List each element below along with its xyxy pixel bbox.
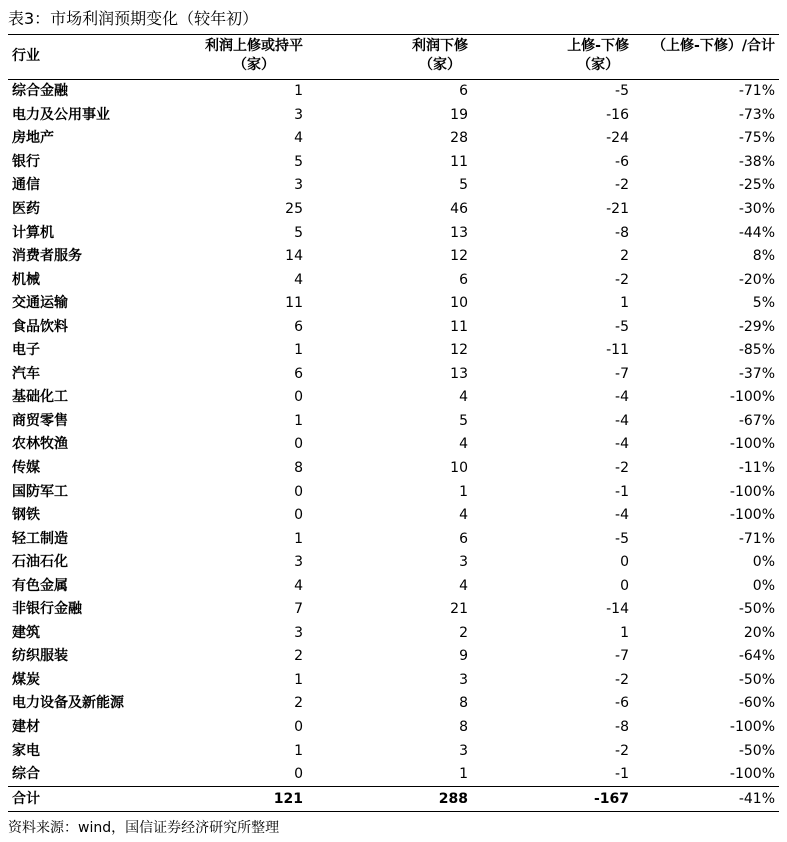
up-or-hold-cell: 3 — [294, 106, 303, 123]
down-cell: 21 — [450, 601, 468, 618]
ratio-cell: -38% — [738, 153, 775, 170]
table-row — [8, 622, 779, 646]
industry-cell: 消费者服务 — [12, 248, 82, 265]
net-cell: -2 — [615, 460, 629, 477]
table-row — [8, 174, 779, 198]
ratio-cell: -75% — [738, 130, 775, 147]
profit-revision-table — [8, 34, 779, 812]
net-cell: -2 — [615, 177, 629, 194]
down-cell: 46 — [450, 201, 468, 217]
down-cell: 4 — [459, 436, 468, 453]
net-cell: -4 — [615, 389, 629, 406]
down-cell: 13 — [450, 365, 468, 382]
header-net-unit: （家） — [577, 57, 620, 73]
up-or-hold-cell: 0 — [294, 389, 303, 406]
ratio-cell: -60% — [738, 695, 775, 712]
net-cell: 1 — [620, 295, 629, 312]
down-cell: 12 — [450, 342, 468, 359]
ratio-cell: 20% — [743, 624, 775, 641]
net-cell: -2 — [615, 271, 629, 288]
industry-cell: 农林牧渔 — [12, 436, 68, 453]
industry-cell: 通信 — [12, 177, 40, 194]
industry-cell: 家电 — [12, 742, 40, 759]
net-cell: -1 — [615, 766, 629, 783]
header-net — [472, 35, 633, 80]
industry-cell: 国防军工 — [12, 483, 68, 500]
up-or-hold-cell: 7 — [294, 601, 303, 618]
ratio-cell: -50% — [738, 601, 775, 618]
down-cell: 8 — [459, 695, 468, 712]
table-row — [8, 151, 779, 175]
up-or-hold-cell: 5 — [294, 224, 303, 241]
down-cell: 1 — [459, 766, 468, 783]
ratio-cell: -85% — [738, 342, 775, 359]
industry-cell: 机械 — [12, 271, 40, 288]
up-or-hold-cell: 0 — [294, 483, 303, 500]
down-cell: 6 — [459, 271, 468, 288]
net-cell: -2 — [615, 671, 629, 688]
total-net-cell: -167 — [472, 787, 633, 812]
ratio-cell: -37% — [738, 365, 775, 382]
industry-cell: 建筑 — [12, 624, 40, 641]
ratio-cell: -100% — [729, 436, 775, 453]
industry-cell: 电子 — [12, 342, 40, 359]
ratio-cell: -44% — [738, 224, 775, 241]
net-cell: -14 — [606, 601, 629, 618]
total-row — [8, 787, 779, 812]
up-or-hold-cell: 1 — [294, 342, 303, 359]
table-row — [8, 221, 779, 245]
table-row — [8, 363, 779, 387]
net-cell: -6 — [615, 695, 629, 712]
header-ratio: （上修-下修）/合计 — [633, 35, 779, 80]
industry-cell: 石油石化 — [12, 554, 68, 571]
down-cell: 11 — [450, 318, 468, 335]
net-cell: -7 — [615, 365, 629, 382]
ratio-cell: -71% — [738, 83, 775, 100]
ratio-cell: -73% — [738, 106, 775, 123]
table-row — [8, 763, 779, 787]
industry-cell: 汽车 — [12, 365, 40, 382]
table-row — [8, 339, 779, 363]
industry-cell: 综合 — [12, 766, 40, 783]
up-or-hold-cell: 2 — [294, 648, 303, 665]
net-cell: -8 — [615, 719, 629, 736]
industry-cell: 房地产 — [12, 130, 54, 147]
down-cell: 3 — [459, 671, 468, 688]
ratio-cell: -11% — [738, 460, 775, 477]
down-cell: 12 — [450, 248, 468, 265]
up-or-hold-cell: 1 — [294, 83, 303, 100]
net-cell: -5 — [615, 318, 629, 335]
down-cell: 2 — [459, 624, 468, 641]
ratio-cell: -30% — [738, 201, 775, 217]
industry-cell: 商贸零售 — [12, 412, 68, 429]
table-row — [8, 739, 779, 763]
ratio-cell: 8% — [752, 248, 775, 265]
header-down — [307, 35, 472, 80]
ratio-cell: 0% — [752, 577, 775, 594]
ratio-cell: -67% — [738, 412, 775, 429]
down-cell: 4 — [459, 507, 468, 524]
ratio-cell: 0% — [752, 554, 775, 571]
up-or-hold-cell: 4 — [294, 130, 303, 147]
table-row — [8, 315, 779, 339]
up-or-hold-cell: 4 — [294, 271, 303, 288]
ratio-cell: -100% — [729, 483, 775, 500]
industry-cell: 计算机 — [12, 224, 54, 241]
source-note: 资料来源：wind，国信证券经济研究所整理 — [8, 820, 280, 836]
up-or-hold-cell: 5 — [294, 153, 303, 170]
table-row — [8, 692, 779, 716]
down-cell: 5 — [459, 412, 468, 429]
table-row — [8, 386, 779, 410]
up-or-hold-cell: 14 — [285, 248, 303, 265]
industry-cell: 交通运输 — [12, 295, 68, 312]
table-row — [8, 716, 779, 740]
net-cell: -8 — [615, 224, 629, 241]
industry-cell: 传媒 — [12, 460, 40, 477]
up-or-hold-cell: 3 — [294, 624, 303, 641]
net-cell: -4 — [615, 436, 629, 453]
net-cell: 1 — [620, 624, 629, 641]
industry-cell: 电力及公用事业 — [12, 106, 110, 123]
down-cell: 4 — [459, 389, 468, 406]
ratio-cell: -64% — [738, 648, 775, 665]
ratio-cell: -20% — [738, 271, 775, 288]
table-row — [8, 527, 779, 551]
up-or-hold-cell: 25 — [285, 201, 303, 217]
down-cell: 4 — [459, 577, 468, 594]
down-cell: 1 — [459, 483, 468, 500]
ratio-cell: -100% — [729, 719, 775, 736]
net-cell: -2 — [615, 742, 629, 759]
industry-cell: 纺织服装 — [12, 648, 68, 665]
header-up-or-hold-line1: 利润上修或持平 — [205, 38, 303, 54]
ratio-cell: -100% — [729, 507, 775, 524]
header-up-or-hold — [151, 35, 307, 80]
table-row — [8, 669, 779, 693]
industry-cell: 钢铁 — [12, 507, 40, 524]
total-down-cell: 288 — [307, 787, 472, 812]
header-row — [8, 35, 779, 80]
table-row — [8, 574, 779, 598]
total-ratio-cell: -41% — [633, 787, 779, 812]
ratio-cell: -29% — [738, 318, 775, 335]
down-cell: 3 — [459, 554, 468, 571]
table-body — [8, 80, 779, 812]
table-row — [8, 645, 779, 669]
net-cell: 0 — [620, 577, 629, 594]
table-row — [8, 433, 779, 457]
down-cell: 19 — [450, 106, 468, 123]
up-or-hold-cell: 1 — [294, 742, 303, 759]
down-cell: 28 — [450, 130, 468, 147]
down-cell: 9 — [459, 648, 468, 665]
net-cell: -5 — [615, 83, 629, 100]
industry-cell: 有色金属 — [12, 577, 68, 594]
down-cell: 11 — [450, 153, 468, 170]
up-or-hold-cell: 3 — [294, 177, 303, 194]
down-cell: 6 — [459, 530, 468, 547]
up-or-hold-cell: 6 — [294, 318, 303, 335]
table-row — [8, 504, 779, 528]
header-down-line1: 利润下修 — [412, 38, 468, 54]
net-cell: -7 — [615, 648, 629, 665]
industry-cell: 综合金融 — [12, 83, 68, 100]
table-row — [8, 457, 779, 481]
table-title: 表3：市场利润预期变化（较年初） — [8, 9, 259, 28]
up-or-hold-cell: 8 — [294, 460, 303, 477]
industry-cell: 食品饮料 — [12, 318, 68, 335]
ratio-cell: -50% — [738, 671, 775, 688]
table-row — [8, 104, 779, 128]
up-or-hold-cell: 1 — [294, 671, 303, 688]
total-industry-cell: 合计 — [8, 787, 151, 812]
ratio-cell: -71% — [738, 530, 775, 547]
header-industry: 行业 — [8, 35, 151, 80]
header-up-or-hold-unit: （家） — [233, 57, 275, 73]
down-cell: 3 — [459, 742, 468, 759]
net-cell: -24 — [606, 130, 629, 147]
net-cell: -11 — [606, 342, 629, 359]
net-cell: 0 — [620, 554, 629, 571]
industry-cell: 电力设备及新能源 — [12, 695, 124, 712]
down-cell: 8 — [459, 719, 468, 736]
header-down-unit: （家） — [419, 57, 461, 73]
industry-cell: 建材 — [12, 719, 40, 736]
net-cell: -1 — [615, 483, 629, 500]
down-cell: 5 — [459, 177, 468, 194]
net-cell: 2 — [620, 248, 629, 265]
net-cell: -16 — [606, 106, 629, 123]
table-row — [8, 268, 779, 292]
ratio-cell: -100% — [729, 766, 775, 783]
down-cell: 13 — [450, 224, 468, 241]
industry-cell: 煤炭 — [12, 671, 40, 688]
table-row — [8, 410, 779, 434]
table-row — [8, 292, 779, 316]
up-or-hold-cell: 0 — [294, 436, 303, 453]
up-or-hold-cell: 0 — [294, 766, 303, 783]
industry-cell: 银行 — [12, 153, 40, 170]
up-or-hold-cell: 1 — [294, 412, 303, 429]
table-row — [8, 551, 779, 575]
industry-cell: 轻工制造 — [12, 530, 68, 547]
ratio-cell: -100% — [729, 389, 775, 406]
table-row — [8, 198, 779, 222]
table-row — [8, 80, 779, 104]
header-net-line1: 上修-下修 — [567, 38, 629, 54]
table-row — [8, 245, 779, 269]
down-cell: 6 — [459, 83, 468, 100]
down-cell: 10 — [450, 460, 468, 477]
net-cell: -4 — [615, 507, 629, 524]
table-row — [8, 127, 779, 151]
ratio-cell: -50% — [738, 742, 775, 759]
up-or-hold-cell: 2 — [294, 695, 303, 712]
table-row — [8, 598, 779, 622]
up-or-hold-cell: 0 — [294, 719, 303, 736]
table-row — [8, 480, 779, 504]
ratio-cell: -25% — [738, 177, 775, 194]
up-or-hold-cell: 3 — [294, 554, 303, 571]
up-or-hold-cell: 0 — [294, 507, 303, 524]
industry-cell: 基础化工 — [12, 389, 68, 406]
industry-cell: 非银行金融 — [12, 601, 82, 618]
total-up-or-hold-cell: 121 — [151, 787, 307, 812]
up-or-hold-cell: 4 — [294, 577, 303, 594]
up-or-hold-cell: 11 — [285, 295, 303, 312]
industry-cell: 医药 — [12, 201, 40, 217]
down-cell: 10 — [450, 295, 468, 312]
net-cell: -5 — [615, 530, 629, 547]
net-cell: -21 — [606, 201, 629, 217]
up-or-hold-cell: 6 — [294, 365, 303, 382]
up-or-hold-cell: 1 — [294, 530, 303, 547]
net-cell: -6 — [615, 153, 629, 170]
net-cell: -4 — [615, 412, 629, 429]
ratio-cell: 5% — [752, 295, 775, 312]
